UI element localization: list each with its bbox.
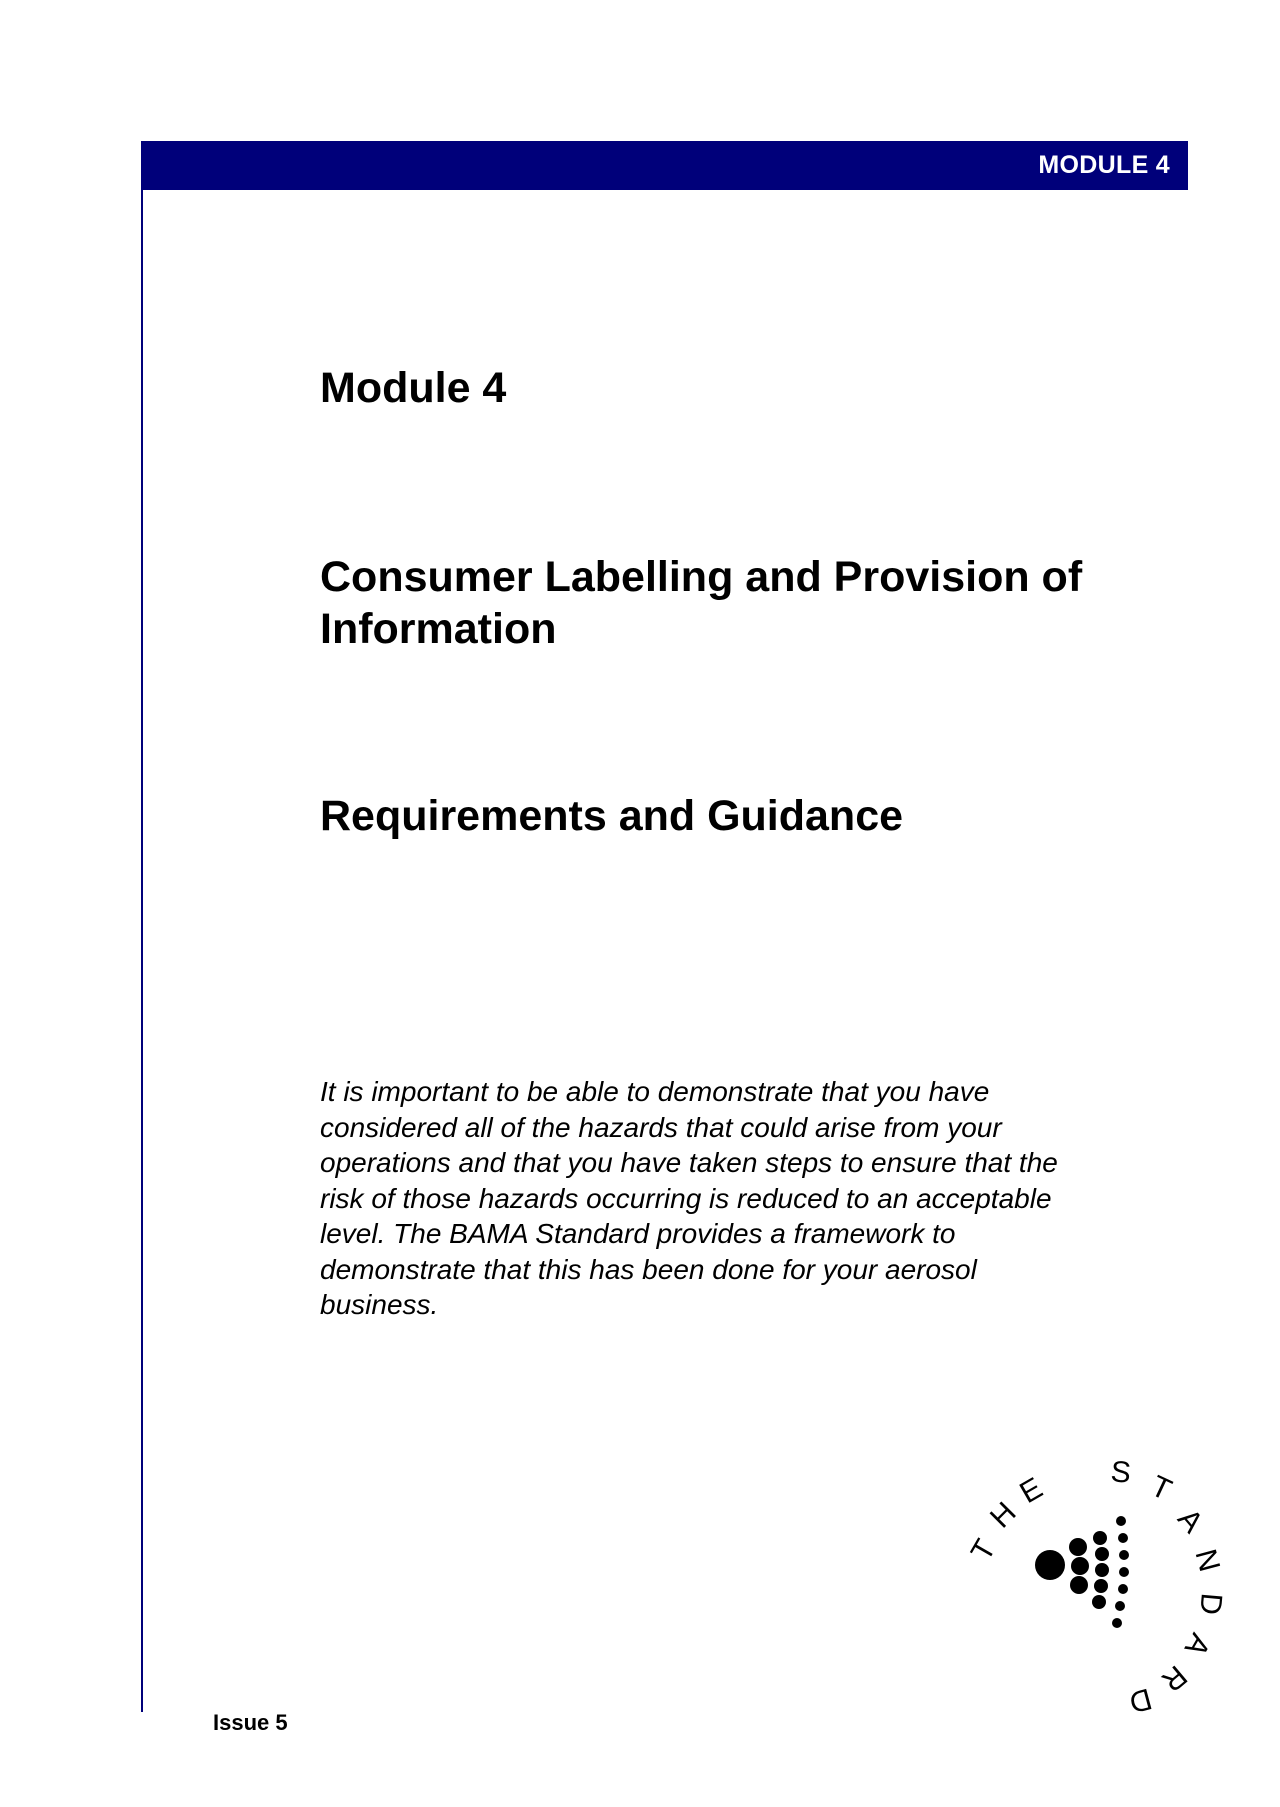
intro-paragraph: It is important to be able to demonstrate that you have considered all of the hazards that could arise from your operations and that you have taken steps to ensure that the risk of those hazards occurring is reduced to an acceptable level. The BAMA Standard provides a framework to demonstrate that this has been done for your aerosol business. <box>320 1076 1058 1320</box>
svg-text:A: A <box>1177 1627 1217 1662</box>
left-margin-rule <box>141 190 143 1712</box>
bama-logo <box>770 1445 1240 1745</box>
svg-text:D: D <box>1193 1591 1228 1617</box>
svg-text:T: T <box>964 1534 1003 1567</box>
svg-text:A: A <box>1171 1502 1210 1540</box>
svg-text:S: S <box>1109 1455 1133 1490</box>
svg-text:E: E <box>1014 1471 1049 1511</box>
logo-dot-pattern <box>1035 1516 1129 1628</box>
svg-text:D: D <box>1125 1681 1156 1719</box>
svg-text:H: H <box>983 1495 1023 1535</box>
document-title: Consumer Labelling and Provision of Information <box>320 553 1083 653</box>
svg-text:T: T <box>1145 1469 1177 1508</box>
svg-text:N: N <box>1188 1545 1226 1576</box>
document-subtitle: Requirements and Guidance <box>320 792 904 840</box>
header-bar <box>141 141 1188 190</box>
svg-text:R: R <box>1155 1658 1194 1698</box>
module-label: MODULE 4 <box>1038 151 1170 179</box>
logo-graphic <box>770 1445 1240 1745</box>
issue-number: Issue 5 <box>213 1710 288 1735</box>
module-heading: Module 4 <box>320 364 507 412</box>
